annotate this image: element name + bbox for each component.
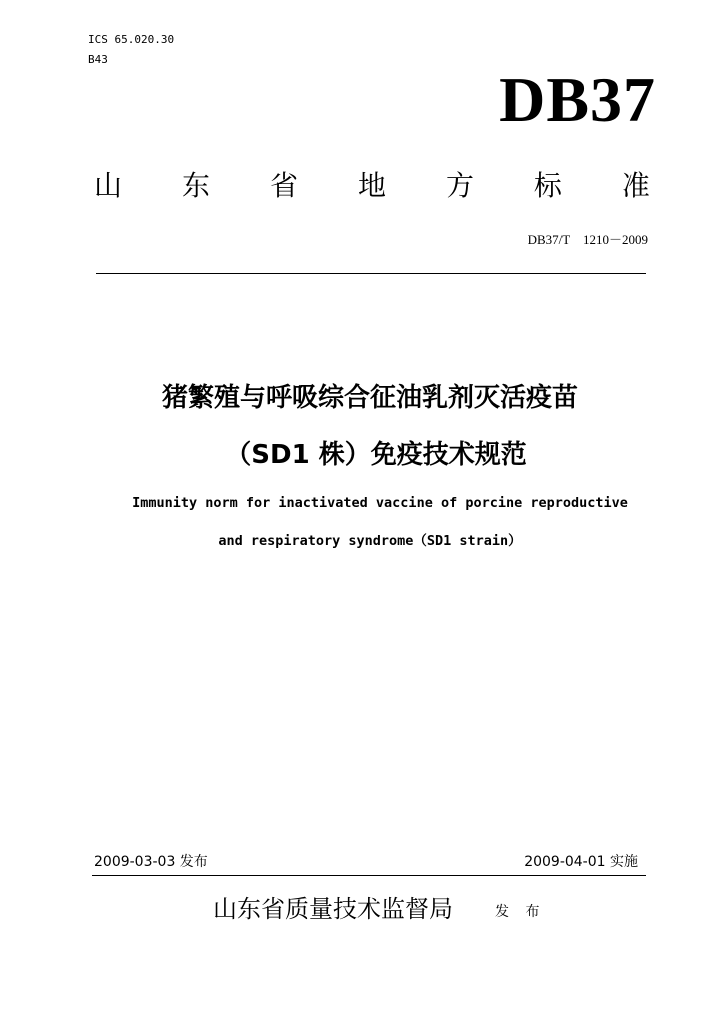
- standard-type-char: 地: [357, 169, 386, 202]
- ics-code: ICS 65.020.30: [88, 33, 175, 46]
- standard-type-char: 省: [269, 169, 298, 202]
- standard-type-char: 山: [94, 169, 123, 202]
- standard-number: DB37/T 1210－2009: [527, 232, 648, 247]
- standard-type-heading: [94, 166, 650, 206]
- title-chinese-line-1: 猪繁殖与呼吸综合征油乳剂灭活疫苗: [161, 383, 578, 413]
- standard-code: DB37: [499, 64, 656, 135]
- classification-code: B43: [88, 53, 108, 66]
- standard-type-char: 标: [533, 169, 562, 202]
- title-chinese-line-2: （SD1 株）免疫技术规范: [225, 440, 527, 470]
- issuing-authority: 山东省质量技术监督局: [213, 895, 453, 923]
- standard-type-char: 准: [621, 169, 650, 202]
- top-divider: [96, 273, 646, 274]
- title-english-line-2: and respiratory syndrome（SD1 strain）: [218, 533, 522, 549]
- bottom-divider: [92, 875, 646, 876]
- issue-date: 2009-03-03 发布: [94, 854, 208, 870]
- implementation-date: 2009-04-01 实施: [524, 854, 638, 870]
- issuing-authority-suffix: 发 布: [495, 904, 546, 920]
- title-english-line-1: Immunity norm for inactivated vaccine of porcine reproductive: [132, 495, 628, 511]
- standard-type-char: 方: [445, 169, 474, 202]
- standard-type-char: 东: [181, 169, 210, 202]
